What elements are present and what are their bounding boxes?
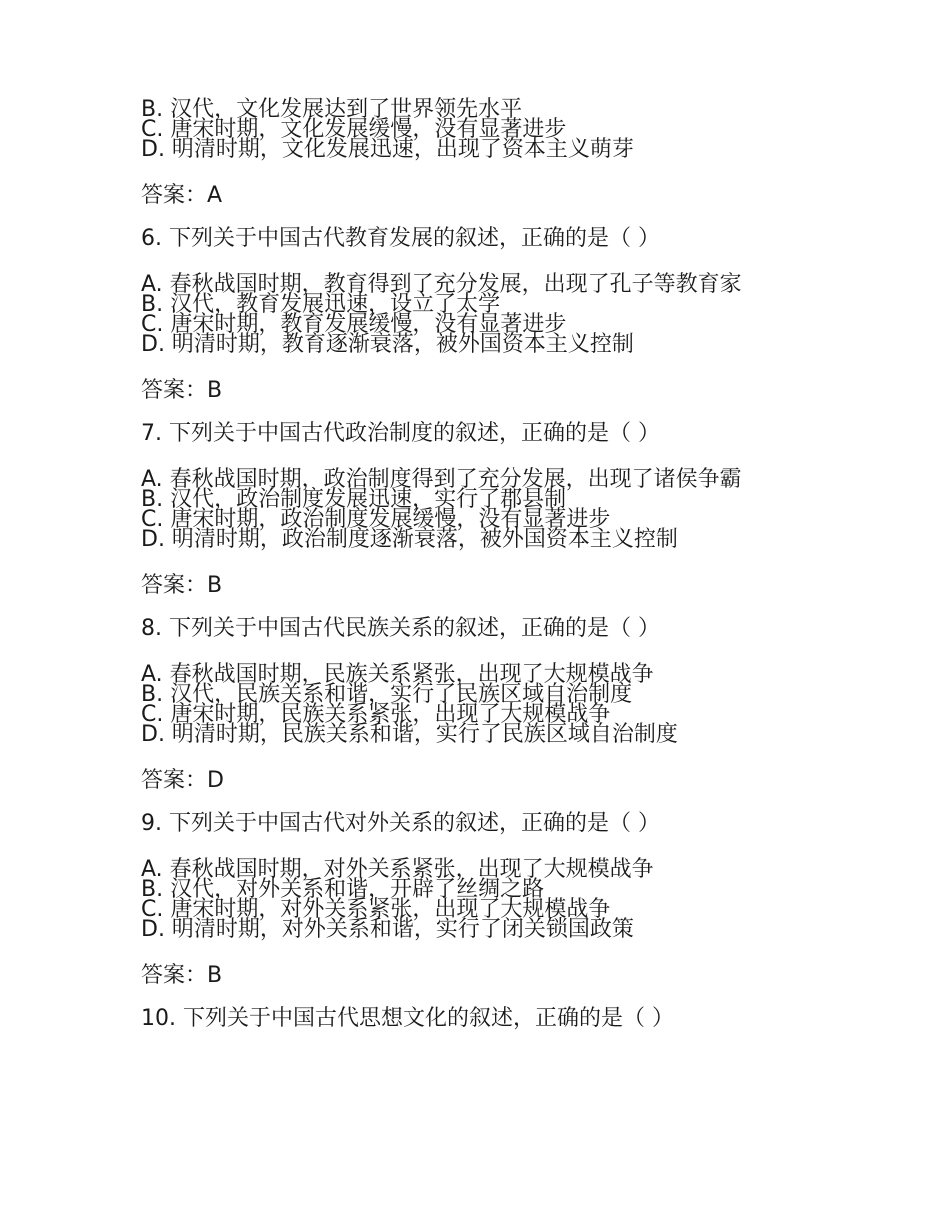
question-7-stem: 7. 下列关于中国古代政治制度的叙述，正确的是（ ）	[141, 421, 660, 446]
option-b: B. 汉代，民族关系和谐，实行了民族区域自治制度	[141, 682, 633, 707]
answer-7: 答案：B	[141, 573, 223, 598]
option-d: D. 明清时期，教育逐渐衰落，被外国资本主义控制	[141, 332, 634, 357]
option-c: C. 唐宋时期，文化发展缓慢，没有显著进步	[141, 117, 567, 142]
question-9-options	[141, 857, 801, 942]
question-7-options	[141, 467, 801, 552]
option-c: C. 唐宋时期，政治制度发展缓慢，没有显著进步	[141, 507, 611, 532]
question-10-stem: 10. 下列关于中国古代思想文化的叙述，正确的是（ ）	[141, 1006, 674, 1031]
question-9-stem: 9. 下列关于中国古代对外关系的叙述，正确的是（ ）	[141, 811, 660, 836]
option-a: A. 春秋战国时期，教育得到了充分发展，出现了孔子等教育家	[141, 272, 742, 297]
option-b: B. 汉代，政治制度发展迅速，实行了郡县制	[141, 487, 567, 512]
option-b: B. 汉代，文化发展达到了世界领先水平	[141, 97, 523, 122]
option-b: B. 汉代，教育发展迅速，设立了太学	[141, 292, 501, 317]
option-d: D. 明清时期，文化发展迅速，出现了资本主义萌芽	[141, 137, 634, 162]
option-a: A. 春秋战国时期，对外关系紧张，出现了大规模战争	[141, 857, 654, 882]
answer-8: 答案：D	[141, 768, 224, 793]
answer-carryover: 答案：A	[141, 183, 223, 208]
carryover-options	[141, 97, 801, 162]
question-8-options	[141, 662, 801, 747]
question-8-stem: 8. 下列关于中国古代民族关系的叙述，正确的是（ ）	[141, 616, 660, 641]
option-d: D. 明清时期，对外关系和谐，实行了闭关锁国政策	[141, 917, 634, 942]
option-d: D. 明清时期，民族关系和谐，实行了民族区域自治制度	[141, 722, 678, 747]
answer-9: 答案：B	[141, 963, 223, 988]
option-c: C. 唐宋时期，教育发展缓慢，没有显著进步	[141, 312, 567, 337]
option-a: A. 春秋战国时期，民族关系紧张，出现了大规模战争	[141, 662, 654, 687]
option-c: C. 唐宋时期，对外关系紧张，出现了大规模战争	[141, 897, 611, 922]
option-d: D. 明清时期，政治制度逐渐衰落，被外国资本主义控制	[141, 527, 678, 552]
document-page	[141, 97, 801, 1033]
answer-6: 答案：B	[141, 378, 223, 403]
option-c: C. 唐宋时期，民族关系紧张，出现了大规模战争	[141, 702, 611, 727]
option-b: B. 汉代，对外关系和谐，开辟了丝绸之路	[141, 877, 545, 902]
question-6-stem: 6. 下列关于中国古代教育发展的叙述，正确的是（ ）	[141, 226, 660, 251]
option-a: A. 春秋战国时期，政治制度得到了充分发展，出现了诸侯争霸	[141, 467, 742, 492]
question-6-options	[141, 272, 801, 357]
